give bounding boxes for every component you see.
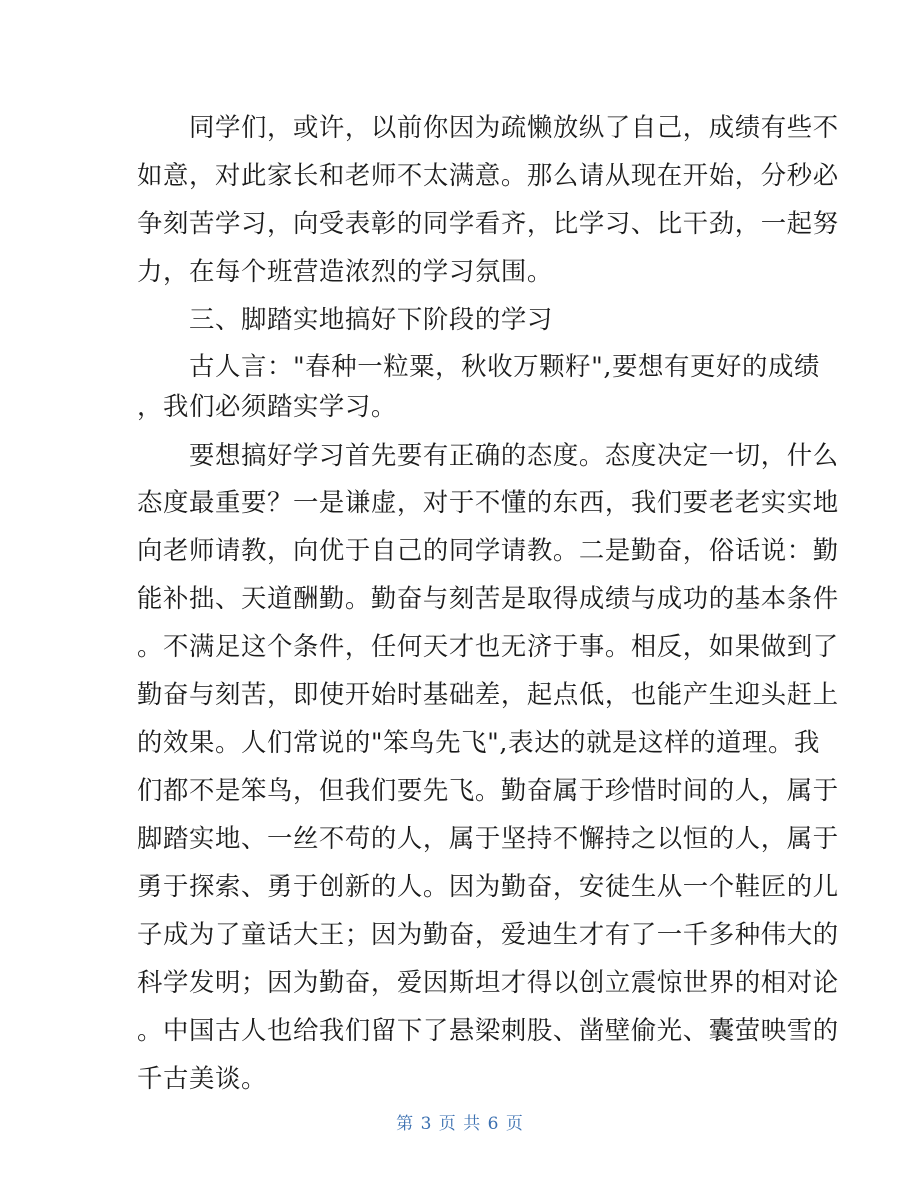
- text-line: 态度最重要？一是谦虚，对于不懂的东西，我们要老老实实地: [137, 487, 839, 517]
- text-line: 力，在每个班营造浓烈的学习氛围。: [137, 256, 553, 286]
- page-number-footer: 第 3 页 共 6 页: [396, 1114, 524, 1134]
- text-line: 同学们，或许，以前你因为疏懒放纵了自己，成绩有些不: [137, 112, 839, 142]
- text-line: 争刻苦学习，向受表彰的同学看齐，比学习、比干劲，一起努: [137, 208, 839, 238]
- text-line: 科学发明；因为勤奋，爱因斯坦才得以创立震惊世界的相对论: [137, 967, 839, 997]
- text-line: 能补拙、天道酬勤。勤奋与刻苦是取得成绩与成功的基本条件: [137, 583, 839, 613]
- section-heading: 三、脚踏实地搞好下阶段的学习: [137, 304, 553, 334]
- text-line: 古人言："春种一粒粟，秋收万颗籽",要想有更好的成绩: [137, 351, 820, 381]
- text-line: 。中国古人也给我们留下了悬梁刺股、凿壁偷光、囊萤映雪的: [137, 1015, 839, 1045]
- text-line: 如意，对此家长和老师不太满意。那么请从现在开始，分秒必: [137, 160, 839, 190]
- text-line: 子成为了童话大王；因为勤奋，爱迪生才有了一千多种伟大的: [137, 919, 839, 949]
- text-line: 勇于探索、勇于创新的人。因为勤奋，安徒生从一个鞋匠的儿: [137, 871, 839, 901]
- text-line: 勤奋与刻苦，即使开始时基础差，起点低，也能产生迎头赶上: [137, 679, 839, 709]
- text-line: 千古美谈。: [137, 1063, 267, 1093]
- text-line: 们都不是笨鸟，但我们要先飞。勤奋属于珍惜时间的人，属于: [137, 775, 839, 805]
- text-line: 脚踏实地、一丝不苟的人，属于坚持不懈持之以恒的人，属于: [137, 823, 839, 853]
- text-line: 。不满足这个条件，任何天才也无济于事。相反，如果做到了: [137, 631, 839, 661]
- text-line: ，我们必须踏实学习。: [137, 391, 397, 421]
- text-line: 的效果。人们常说的"笨鸟先飞",表达的就是这样的道理。我: [137, 727, 820, 757]
- text-line: 要想搞好学习首先要有正确的态度。态度决定一切，什么: [137, 440, 839, 470]
- text-line: 向老师请教，向优于自己的同学请教。二是勤奋，俗话说：勤: [137, 535, 839, 565]
